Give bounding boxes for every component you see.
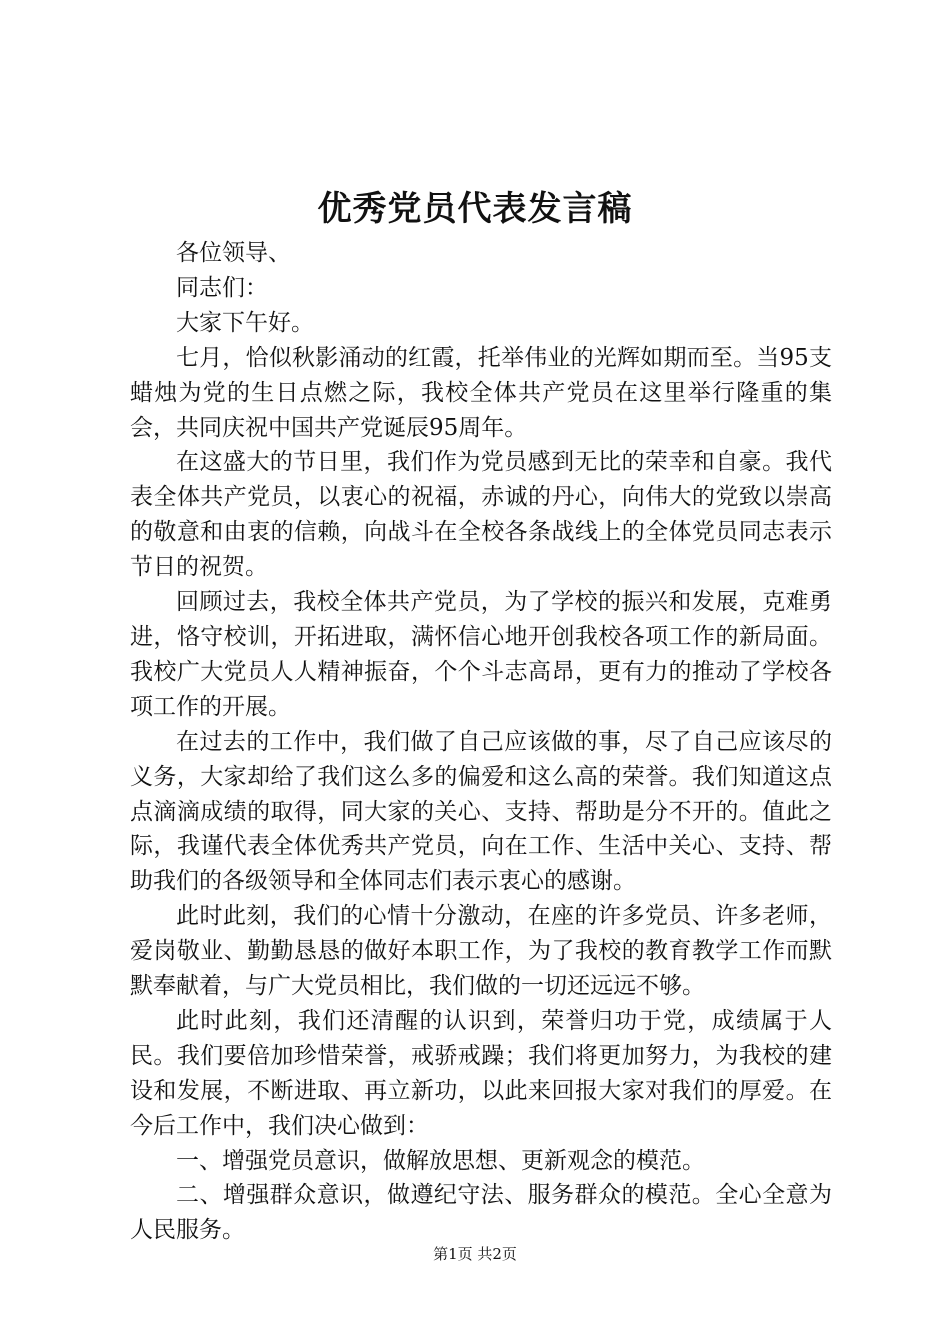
greeting: 大家下午好。 — [176, 309, 314, 336]
paragraph-festival: 在这盛大的节日里，我们作为党员感到无比的荣幸和自豪。我代表全体共产党员，以衷心的祝福，赤诚的丹心，向伟大的党致以崇高的敬意和由衷的信赖，向战斗在全校各条战线上的全体党员同志表示节日的祝贺。 — [130, 449, 832, 581]
paragraph-review: 回顾过去，我校全体共产党员，为了学校的振兴和发展，克难勇进，恪守校训，开拓进取，满怀信心地开创我校各项工作的新局面。我校广大党员人人精神振奋，个个斗志高昂，更有力的推动了学校各项工作的开展。 — [130, 589, 832, 720]
paragraph-moment-emotion: 此时此刻，我们的心情十分激动，在座的许多党员、许多老师，爱岗敬业、勤勤恳恳的做好本职工作，为了我校的教育教学工作而默默奉献着，与广大党员相比，我们做的一切还远远不够。 — [130, 903, 832, 1000]
document-title: 优秀党员代表发言稿 — [317, 189, 633, 229]
pledge-item-1: 一、增强党员意识，做解放思想、更新观念的模范。 — [176, 1147, 705, 1174]
paragraph-past-work: 在过去的工作中，我们做了自己应该做的事，尽了自己应该尽的义务，大家却给了我们这么多的偏爱和这么高的荣誉。我们知道这点点滴滴成绩的取得，同大家的关心、支持、帮助是分不开的。值此之际，我谨代表全体优秀共产党员，向在工作、生活中关心、支持、帮助我们的各级领导和全体同志们表示衷心的感谢。 — [130, 728, 832, 895]
paragraph-july: 七月，恰似秋影涌动的红霞，托举伟业的光辉如期而至。当95支蜡烛为党的生日点燃之际，我校全体共产党员在这里举行隆重的集会，共同庆祝中国共产党诞辰95周年。 — [130, 344, 832, 441]
page-footer: 第1页 共2页 — [433, 1245, 517, 1263]
paragraph-moment-awareness: 此时此刻，我们还清醒的认识到，荣誉归功于党，成绩属于人民。我们要倍加珍惜荣誉，戒骄戒躁；我们将更加努力，为我校的建设和发展，不断进取、再立新功，以此来回报大家对我们的厚爱。在今后工作中，我们决心做到： — [130, 1007, 832, 1139]
document-body — [130, 236, 832, 1248]
salutation-comrades: 同志们： — [176, 274, 268, 301]
pledge-item-2: 二、增强群众意识，做遵纪守法、服务群众的模范。全心全意为人民服务。 — [130, 1182, 832, 1244]
salutation-leaders: 各位领导、 — [176, 240, 291, 266]
